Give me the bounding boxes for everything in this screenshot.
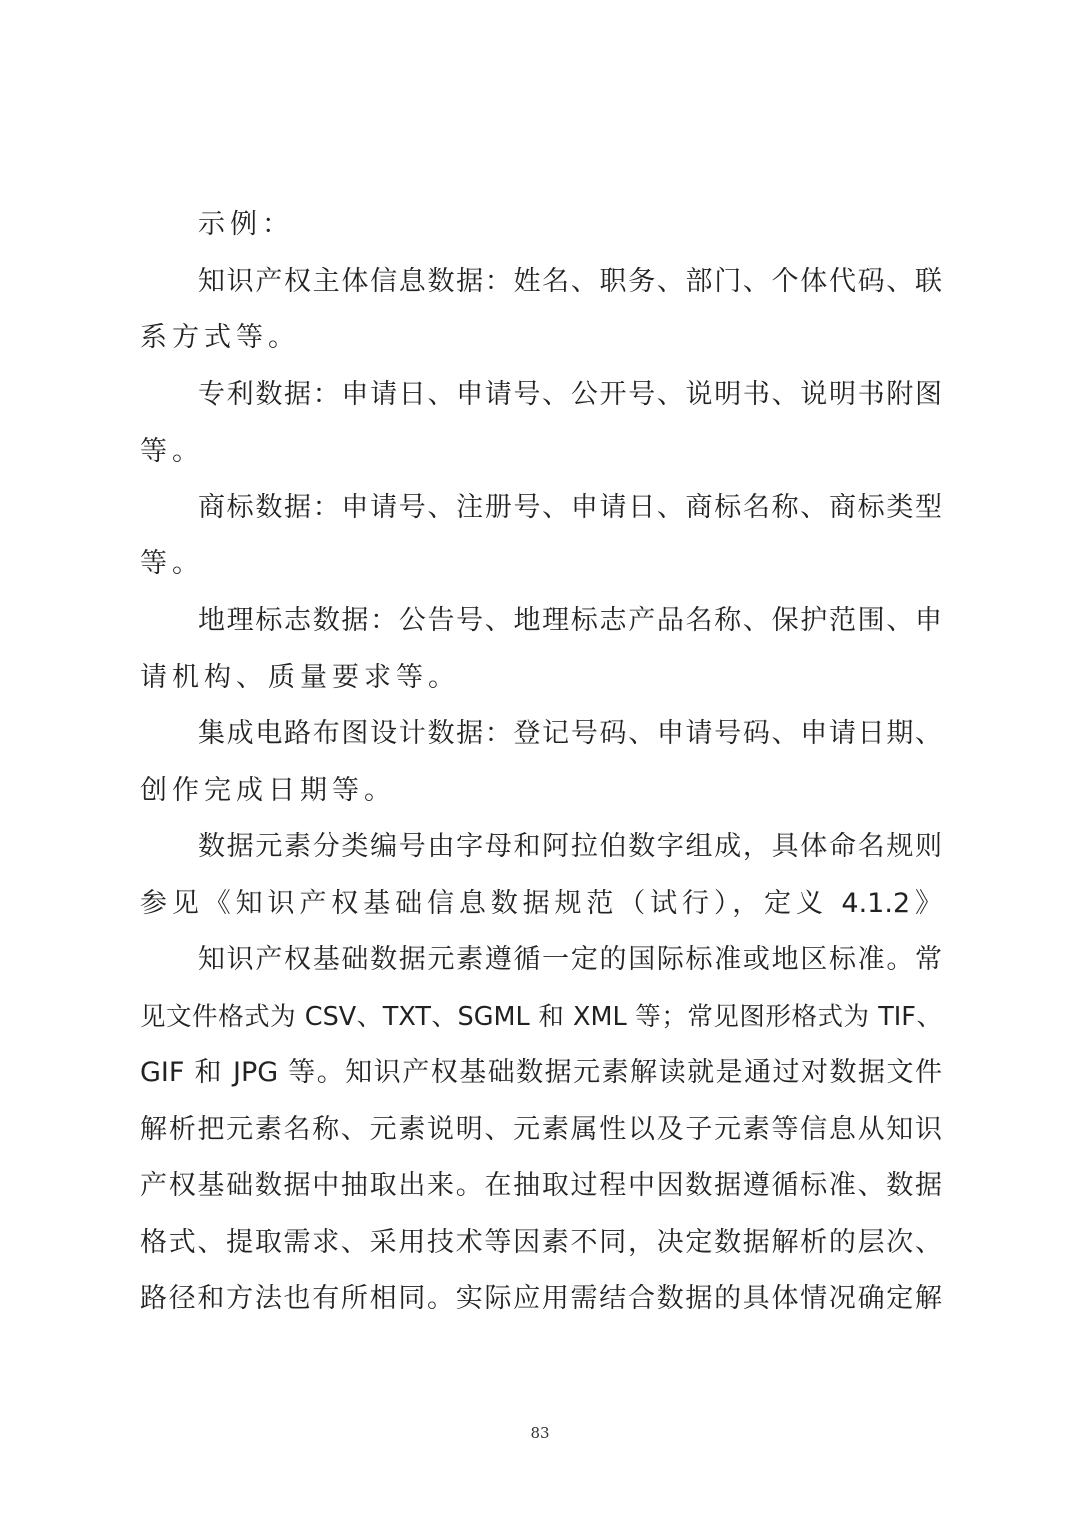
text-line: 解析把元素名称、元素说明、元素属性以及子元素等信息从知识	[140, 1114, 942, 1145]
text-line: 等。	[140, 548, 204, 579]
text-line: 见文件格式为 CSV、TXT、SGML 和 XML 等；常见图形格式为 TIF、	[140, 1002, 942, 1032]
text-line: 等。	[140, 436, 204, 467]
text-line: 地理标志数据：公告号、地理标志产品名称、保护范围、申	[198, 605, 942, 636]
text-line: 数据元素分类编号由字母和阿拉伯数字组成，具体命名规则	[198, 831, 942, 862]
text-line: 创作完成日期等。	[140, 775, 396, 806]
page-number: 83	[530, 1424, 550, 1442]
text-line: 集成电路布图设计数据：登记号码、申请号码、申请日期、	[198, 718, 942, 749]
text-line: 路径和方法也有所相同。实际应用需结合数据的具体情况确定解	[140, 1283, 942, 1314]
text-line: 商标数据：申请号、注册号、申请日、商标名称、商标类型	[198, 492, 942, 523]
text-line: 参见《知识产权基础信息数据规范（试行），定义 4.1.2》	[140, 888, 942, 919]
text-line: 示例：	[198, 209, 294, 240]
text-line: 格式、提取需求、采用技术等因素不同，决定数据解析的层次、	[140, 1227, 942, 1258]
text-line: 知识产权主体信息数据：姓名、职务、部门、个体代码、联	[198, 266, 942, 297]
text-line: GIF 和 JPG 等。知识产权基础数据元素解读就是通过对数据文件	[140, 1057, 942, 1088]
text-line: 系方式等。	[140, 322, 300, 353]
text-line: 专利数据：申请日、申请号、公开号、说明书、说明书附图	[198, 379, 942, 410]
text-line: 请机构、质量要求等。	[140, 662, 460, 693]
text-line: 知识产权基础数据元素遵循一定的国际标准或地区标准。常	[198, 944, 942, 975]
text-line: 产权基础数据中抽取出来。在抽取过程中因数据遵循标准、数据	[140, 1170, 942, 1201]
